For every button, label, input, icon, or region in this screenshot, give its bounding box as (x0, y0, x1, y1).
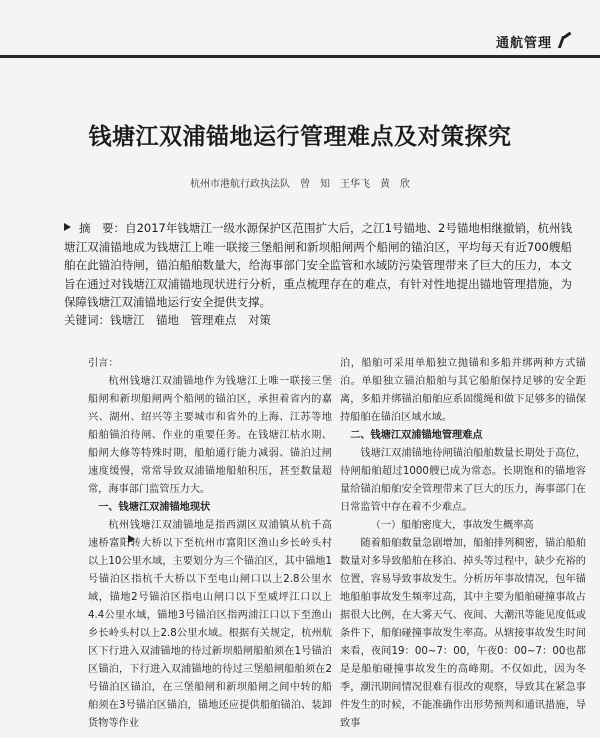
intro-paragraph: 杭州钱塘江双浦锚地作为钱塘江上唯一联接三堡船闸和新坝船闸两个船闸的锚泊区，承担着省内的嘉兴、湖州、绍兴等主要城市和省外的上海、江苏等地船舶锚泊待闸、作业的重要任务。在钱塘江枯水期、船闸大修等特殊时期，船舶通行能力减弱、锚泊过闸速度缓慢，常常导致双浦锚地船舶积压，甚至数量超常，海事部门监管压力大。 (88, 376, 332, 495)
subsection1-paragraph: 随着船舶数量急剧增加，船舶排列稠密，锚泊船舶数量对多导致船舶在移泊、掉头等过程中，缺少充裕的位置，容易导致事故发生。分析历年事故情况，包年锚地船舶事故发生频率过高，其中主要为船舶碰撞事故占据很大比例，在大雾天气、夜间、大潮汛等能见度低或条件下，船舶碰撞事故发生率高。从辖接事故发生时间来看，夜间19：00~7：00，午夜0：00~7：00也都是是船舶碰撞事故发生的高峰期。不仅如此，因为冬季，潮汛期间情况很难有很改的观察，导致其在紧急事件发生的时候，不能准确作出形势预判和通讯措施，导致事 (340, 538, 586, 729)
section2-paragraph: 钱塘江双浦锚地待闸锚泊船舶数量长期处于高位，待闸船舶超过1000艘已成为常态。长期饱和的锚地容量给锚泊船舶安全管理带来了巨大的压力，海事部门在日常监管中存在着不少难点。 (340, 448, 586, 513)
right-column (340, 355, 586, 733)
abstract-label: 摘 要： (79, 221, 126, 235)
section-tag-label: 通航管理 (495, 36, 552, 51)
left-column (88, 355, 332, 733)
section1-heading: 一、钱塘江双浦锚地现状 (98, 502, 211, 513)
article-title: 钱塘江双浦锚地运行管理难点及对策探究 (88, 124, 512, 150)
header-rule (0, 55, 600, 58)
subsection1-heading: （一）船舶密度大，事故发生概率高 (370, 520, 534, 531)
continued-paragraph: 泊，船舶可采用单船独立抛锚和多船并绑两种方式锚泊。单船独立锚泊船舶与其它船舶保持足够的安全距离，多船并绑锚泊船舶应系固缆绳和做下足够多的锚保持船舶在锚泊区域水域。 (340, 358, 586, 423)
abstract (64, 219, 572, 312)
section2-heading: 二、钱塘江双浦锚地管理难点 (350, 430, 483, 441)
abstract-text: 自2017年钱塘江一级水源保护区范围扩大后，之江1号锚地、2号锚地相继撤销，杭州钱塘江双浦锚地成为钱塘江上唯一联接三堡船闸和新坝船闸两个船闸的锚泊区，平均每天有近700艘船舶在此锚泊待闸，锚泊船舶数量大，给海事部门安全监管和水域防污染管理带来了巨大的压力，本文旨在通过对钱塘江双浦锚地现状进行分析，重点梳理存在的难点，有针对性地提出锚地管理措施，为保障钱塘江双浦锚地运行安全提供支撑。 (64, 221, 572, 309)
keywords-label: 关键词： (64, 313, 110, 327)
keywords-text: 钱塘江 锚地 管理难点 对策 (110, 313, 271, 327)
keywords (64, 312, 572, 328)
triangle-bullet-icon (64, 223, 71, 231)
section1-paragraph: 杭州钱塘江双浦锚地是指西湖区双浦镇从杭千高速桥富阳转大桥以下至杭州市富阳区渔山乡长岭头村以上10公里水域，主要划分为三个锚泊区，其中锚地1号锚泊区指杭千大桥以下至电山闸口以上2.8公里水域，锚地2号锚泊区指电山闸口以下至威坪江口以上4.4公里水域，锚地3号锚泊区指两浦江口以下至渔山乡长岭头村以上2.8公里水域。根据有关规定，杭州航区下行进入双浦锚地的待过新坝船闸船舶须在1号锚泊区锚泊，下行进入双浦锚地的待过三堡船闸船舶须在2号锚泊区锚泊，在三堡船闸和新坝船闸之间中转的船舶须在3号锚泊区锚泊，锚地还应提供船舶锚泊、装卸货物等作业 (88, 520, 332, 729)
article-authors: 杭州市港航行政执法队 曾 知 王华飞 黄 欣 (190, 179, 410, 190)
intro-heading: 引言： (88, 358, 119, 369)
pen-icon (558, 35, 572, 49)
section-tag (496, 32, 572, 51)
